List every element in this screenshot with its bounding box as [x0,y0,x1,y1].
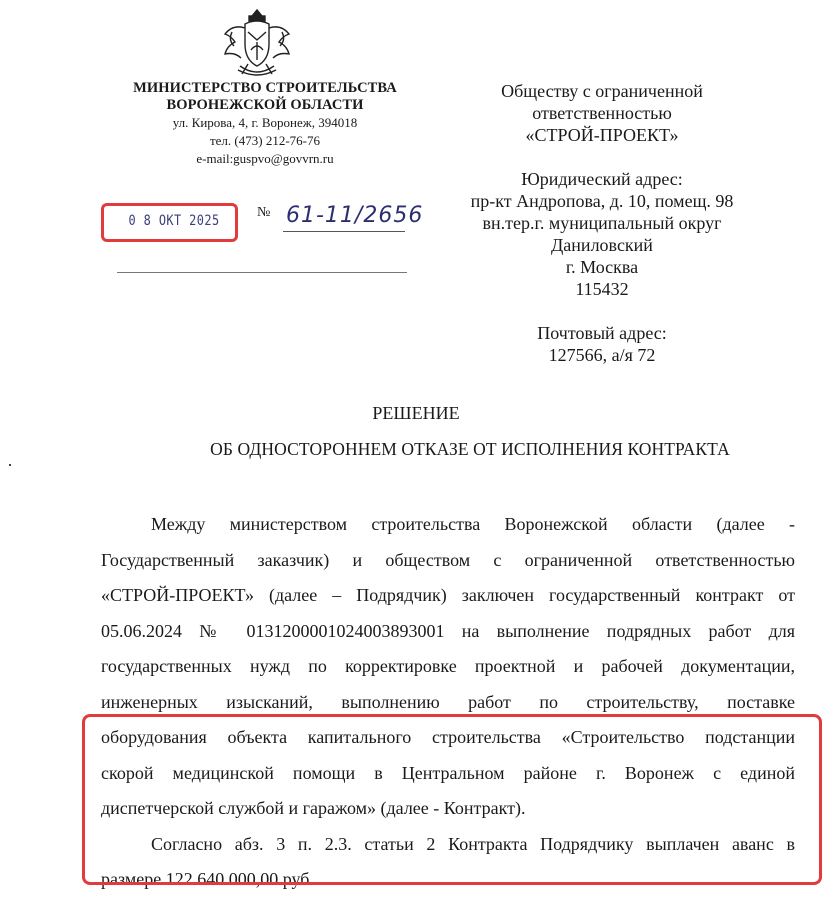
body-line: инженерных изысканий, выполнению работ по строительству, поставке [101,691,795,712]
reference-line [117,272,407,273]
legal-address-line: вн.тер.г. муниципальный округ [482,213,722,233]
ministry-phone: тел. (473) 212-76-76 [209,133,320,148]
body-line: государственных нужд по корректировке проектной и рабочей документации, [101,656,795,676]
date-highlight-box [101,203,238,242]
ministry-name-line1: МИНИСТЕРСТВО СТРОИТЕЛЬСТВА [133,80,397,96]
paragraph-highlight-box [82,714,822,885]
ministry-email: e-mail:guspvo@govvrn.ru [196,151,334,166]
addressee-block [440,80,764,366]
body-line: оборудования объекта капитального строительства «Строительство подстанции [101,727,795,747]
legal-address-line: 115432 [575,279,629,299]
postal-address-label: Почтовый адрес: [537,323,667,343]
addressee-line: ответственностью [532,103,672,123]
body-line: «СТРОЙ-ПРОЕКТ» (далее – Подрядчик) заключен государственный контракт от [101,585,795,605]
ministry-header [100,80,430,168]
registration-date-stamp: 0 8 ОКТ 2025 [128,213,220,229]
body-line: Между министерством строительства Воронежской области (далее - [151,514,795,534]
document-title: РЕШЕНИЕ [372,403,460,423]
body-line: 05.06.2024 № 0131200001024003893001 на выполнение подрядных работ для [101,620,795,641]
addressee-company: «СТРОЙ-ПРОЕКТ» [525,125,679,145]
body-line: скорой медицинской помощи в Центральном районе г. Воронеж с единой [101,762,795,783]
scan-speck [9,464,11,466]
postal-address-line: 127566, а/я 72 [548,345,656,365]
number-underline [283,231,405,232]
document-subtitle: ОБ ОДНОСТОРОННЕМ ОТКАЗЕ ОТ ИСПОЛНЕНИЯ КОНТРАКТА [210,439,730,459]
ministry-address: ул. Кирова, 4, г. Воронеж, 394018 [172,115,358,130]
coat-of-arms-icon [218,6,296,78]
body-line: Государственный заказчик) и обществом с ограниченной ответственностью [101,549,795,570]
legal-address-line: г. Москва [565,257,639,277]
legal-address-line: пр-кт Андропова, д. 10, помещ. 98 [470,191,734,211]
body-line: размере 122 640 000,00 руб. [101,869,314,889]
body-line: Согласно абз. 3 п. 2.3. статьи 2 Контракта Подрядчику выплачен аванс в [151,833,795,854]
legal-address-line: Даниловский [551,235,653,255]
body-line: диспетчерской службой и гаражом» (далее - Контракт). [101,798,526,818]
ministry-name-line2: ВОРОНЕЖСКОЙ ОБЛАСТИ [166,97,364,113]
number-sign: № [257,205,271,220]
registration-number: 61-11/2656 [286,203,424,228]
legal-address-label: Юридический адрес: [521,169,683,189]
addressee-line: Обществу с ограниченной [501,81,703,101]
